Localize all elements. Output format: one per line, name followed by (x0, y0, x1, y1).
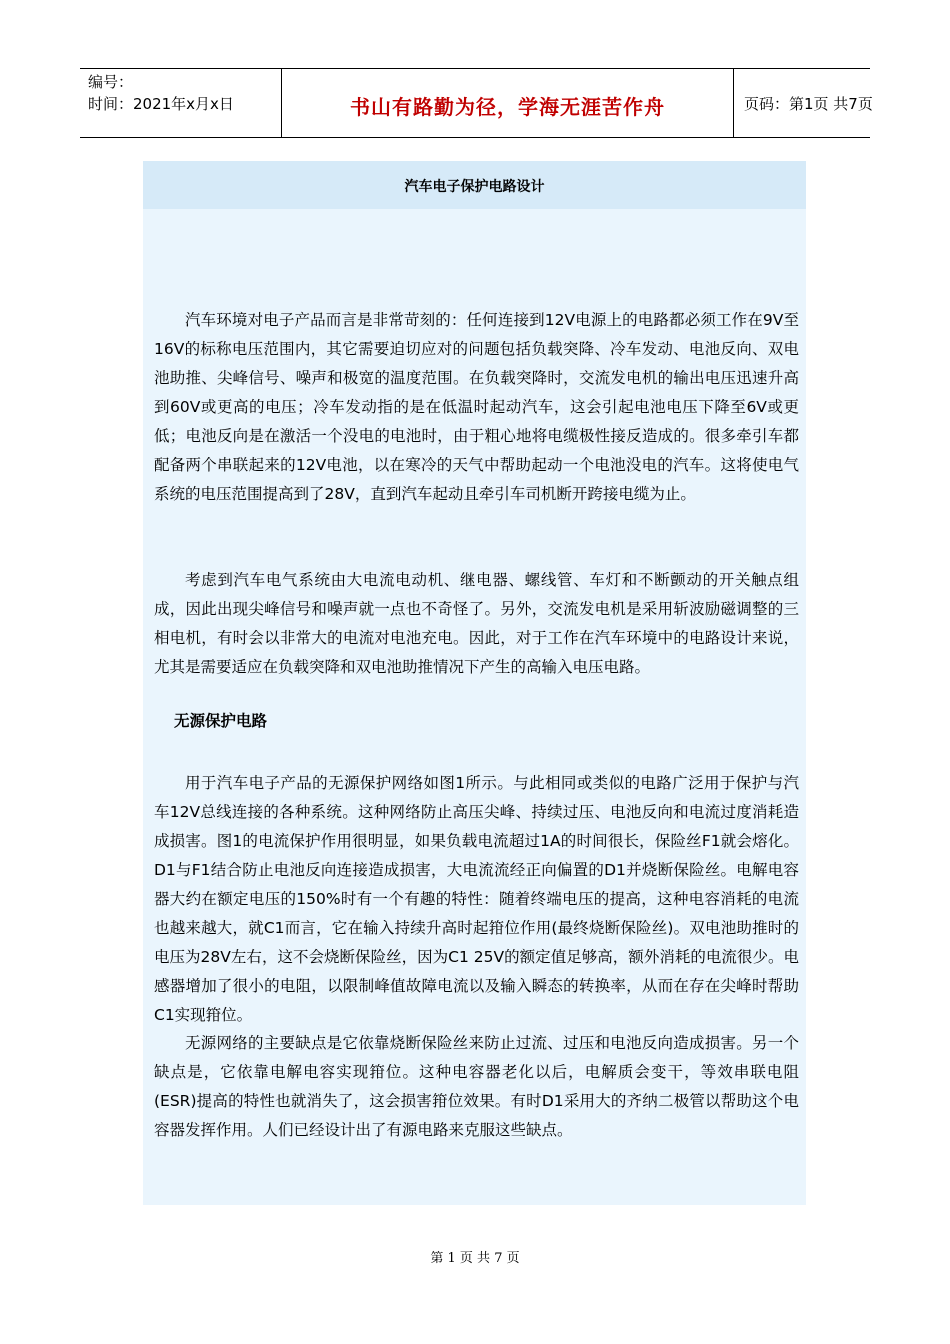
number-label: 编号： (88, 73, 134, 91)
header-page-cell (734, 69, 873, 137)
title-band (143, 161, 806, 209)
page-info: 页码：第1页 共7页 (744, 95, 873, 113)
time-label: 时间：2021年x月x日 (88, 95, 234, 113)
section-heading: 无源保护电路 (174, 712, 268, 730)
paragraph-intro: 汽车环境对电子产品而言是非常苛刻的：任何连接到12V电源上的电路都必须工作在9V至16V的标称电压范围内，其它需要迫切应对的问题包括负载突降、冷车发动、电池反向、双电池助推、尖峰信号、噪声和极宽的温度范围。在负载突降时，交流发电机的输出电压迅速升高到60V或更高的电压；冷车发动指的是在低温时起动汽车，这会引起电池电压下降至6V或更低；电池反向是在激活一个没电的电池时，由于粗心地将电缆极性接反造成的。很多牵引车都配备两个串联起来的12V电池，以在寒冷的天气中帮助起动一个电池没电的汽车。这将使电气系统的电压范围提高到了28V，直到汽车起动且牵引车司机断开跨接电缆为止。 (154, 311, 799, 503)
paragraph-passive-network: 用于汽车电子产品的无源保护网络如图1所示。与此相同或类似的电路广泛用于保护与汽车12V总线连接的各种系统。这种网络防止高压尖峰、持续过压、电池反向和电流过度消耗造成损害。图1的电流保护作用很明显，如果负载电流超过1A的时间很长，保险丝F1就会熔化。D1与F1结合防止电池反向连接造成损害，大电流流经正向偏置的D1并烧断保险丝。电解电容器大约在额定电压的150%时有一个有趣的特性：随着终端电压的提高，这种电容消耗的电流也越来越大，就C1而言，它在输入持续升高时起箝位作用(最终烧断保险丝)。双电池助推时的电压为28V左右，这不会烧断保险丝，因为C1 25V的额定值足够高，额外消耗的电流很少。电感器增加了很小的电阻，以限制峰值故障电流以及输入瞬态的转换率，从而在存在尖峰时帮助C1实现箝位。 (154, 774, 799, 1024)
paragraph-drawbacks: 无源网络的主要缺点是它依靠烧断保险丝来防止过流、过压和电池反向造成损害。另一个缺点是，它依靠电解电容实现箝位。这种电容器老化以后，电解质会变干，等效串联电阻(ESR)提高的特性也就消失了，这会损害箝位效果。有时D1采用大的齐纳二极管以帮助这个电容器发挥作用。人们已经设计出了有源电路来克服这些缺点。 (154, 1034, 799, 1139)
page-title: 汽车电子保护电路设计 (404, 179, 545, 195)
article-body (143, 161, 806, 1205)
document-header (80, 68, 873, 138)
page-footer: 第 1 页 共 7 页 (430, 1251, 520, 1266)
paragraph-noise: 考虑到汽车电气系统由大电流电动机、继电器、螺线管、车灯和不断颤动的开关触点组成，因此出现尖峰信号和噪声就一点也不奇怪了。另外，交流发电机是采用斩波励磁调整的三相电机，有时会以非常大的电流对电池充电。因此，对于工作在汽车环境中的电路设计来说，尤其是需要适应在负载突降和双电池助推情况下产生的高输入电压电路。 (154, 571, 799, 676)
header-motto-cell (282, 69, 734, 137)
motto: 书山有路勤为径，学海无涯苦作舟 (350, 95, 665, 119)
header-meta-cell (80, 69, 282, 137)
